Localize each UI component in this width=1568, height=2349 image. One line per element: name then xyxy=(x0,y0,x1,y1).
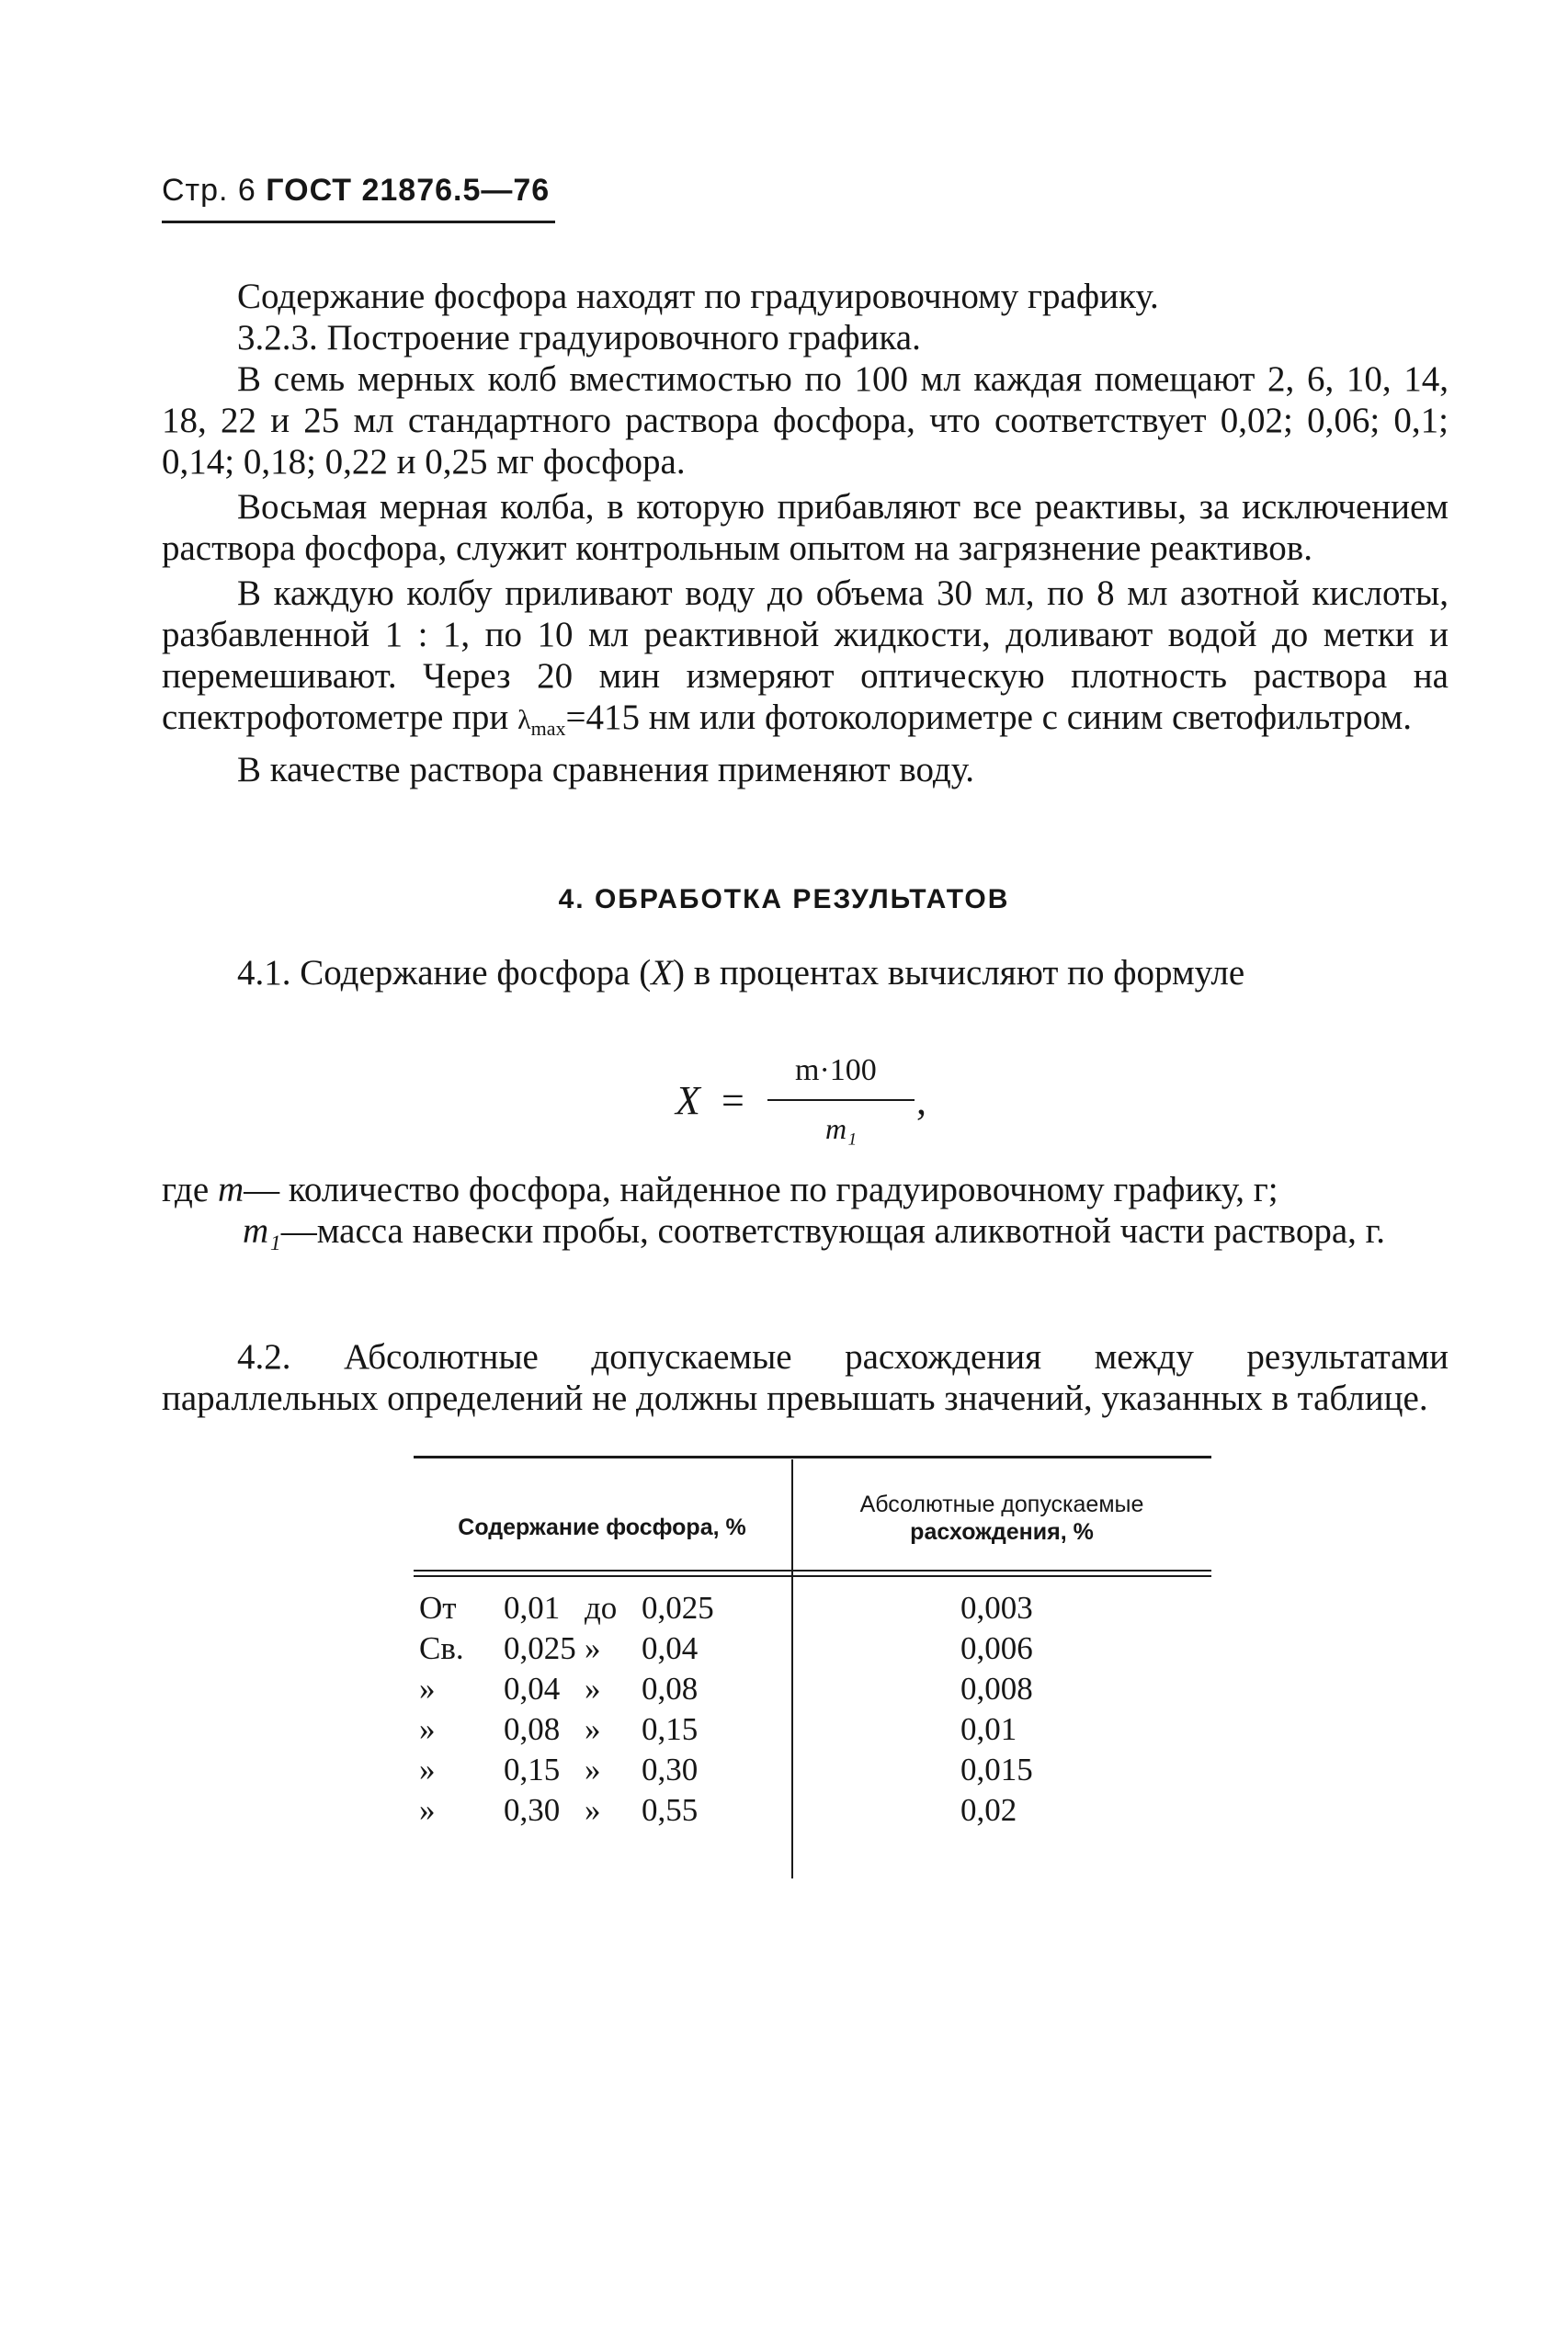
formula-denominator: m₁ xyxy=(825,1112,858,1145)
header-rule xyxy=(162,221,555,223)
range-prefix: » xyxy=(419,1752,436,1787)
column-header-tolerance xyxy=(792,1491,1211,1546)
range-prefix: Св. xyxy=(419,1630,464,1666)
tolerance-value: 0,008 xyxy=(960,1671,1033,1707)
table-row xyxy=(414,1630,1211,1671)
header-line: Абсолютные допускаемые xyxy=(859,1492,1144,1517)
range-from: 0,30 xyxy=(504,1792,561,1828)
lambda-symbol xyxy=(517,705,566,740)
range-to: 0,08 xyxy=(642,1671,699,1707)
range-prefix: » xyxy=(419,1711,436,1747)
range-to: 0,15 xyxy=(642,1711,699,1747)
range-to: 0,55 xyxy=(642,1792,699,1828)
definition-text: —масса навески пробы, соответствующая аликвотной части раствора, г. xyxy=(280,1211,1385,1251)
paragraph-text: ) в процентах вычисляют по формуле xyxy=(673,953,1245,993)
tolerance-value: 0,01 xyxy=(960,1711,1017,1747)
variable-definitions xyxy=(162,1169,1449,1252)
header-rule xyxy=(414,1570,1211,1572)
definition-text: — количество фосфора, найденное по градуировочному графику, г; xyxy=(244,1170,1278,1209)
tolerance-value: 0,015 xyxy=(960,1752,1033,1787)
fraction-bar xyxy=(767,1099,915,1101)
symbol-m1: m₁ xyxy=(243,1211,281,1251)
paragraph: Содержание фосфора находят по градуировочному графику. xyxy=(237,277,1159,316)
table-top-rule xyxy=(414,1456,1211,1458)
tolerance-table xyxy=(414,1456,1211,1878)
table-row xyxy=(414,1671,1211,1711)
section-4-2 xyxy=(162,1336,1449,1419)
lambda-subscript: max xyxy=(530,717,566,740)
range-connector: » xyxy=(585,1792,601,1828)
tolerance-value: 0,02 xyxy=(960,1792,1017,1828)
variable-x: X xyxy=(651,953,674,993)
range-prefix: » xyxy=(419,1671,436,1707)
range-from: 0,08 xyxy=(504,1711,561,1747)
lambda-letter: λ xyxy=(517,705,531,735)
range-connector: до xyxy=(585,1590,618,1626)
formula-equals: = xyxy=(722,1078,744,1123)
range-connector: » xyxy=(585,1671,601,1707)
definition-lead xyxy=(162,1169,244,1210)
range-prefix: От xyxy=(419,1590,457,1626)
definition-m1 xyxy=(162,1210,1449,1252)
range-from: 0,04 xyxy=(504,1671,561,1707)
table-row xyxy=(414,1590,1211,1630)
paragraph: 4.2. Абсолютные допускаемые расхождения между результатами параллельных определений не должны превышать значений, указанных в таблице. xyxy=(162,1337,1449,1418)
range-to: 0,025 xyxy=(642,1590,714,1626)
table-row xyxy=(414,1792,1211,1833)
table-row xyxy=(414,1711,1211,1752)
paragraph xyxy=(162,952,1449,993)
header-rule xyxy=(414,1575,1211,1577)
range-from: 0,025 xyxy=(504,1630,576,1666)
formula-numerator: m·100 xyxy=(795,1053,877,1087)
standard-code: ГОСТ 21876.5—76 xyxy=(266,173,551,208)
subsection-heading: 3.2.3. Построение градуировочного графика. xyxy=(237,318,921,357)
symbol-m: m xyxy=(217,1170,244,1209)
section-4-intro xyxy=(162,952,1449,993)
paragraph-text: В каждую колбу приливают воду до объема 30 мл, по 8 мл азотной кислоты, разбавленной 1 : 1, по 10 мл реактивной жидкости, доливают водой до метки и перемешивают. Через 20 мин измеряют оптическую плотность раствора на спектрофотометре при xyxy=(162,573,1449,737)
section-4-title: 4. ОБРАБОТКА РЕЗУЛЬТАТОВ xyxy=(558,884,1010,914)
range-connector: » xyxy=(585,1711,601,1747)
paragraph: Восьмая мерная колба, в которую прибавляют все реактивы, за исключением раствора фосфора, служит контрольным опытом на загрязнение реактивов. xyxy=(162,487,1449,568)
paragraph xyxy=(162,569,1449,749)
formula-lhs: X xyxy=(676,1078,700,1123)
formula-comma: , xyxy=(916,1078,926,1123)
range-from: 0,01 xyxy=(504,1590,561,1626)
paragraph: В семь мерных колб вместимостью по 100 мл каждая помещают 2, 6, 10, 14, 18, 22 и 25 мл стандартного раствора фосфора, что соответствует 0,02; 0,06; 0,1; 0,14; 0,18; 0,22 и 0,25 мг фосфора. xyxy=(162,359,1449,482)
range-to: 0,30 xyxy=(642,1752,699,1787)
range-to: 0,04 xyxy=(642,1630,699,1666)
section-3-text xyxy=(162,276,1449,790)
definition-m xyxy=(162,1169,1449,1210)
header-line: расхождения, % xyxy=(910,1519,1094,1545)
page-header xyxy=(162,173,550,209)
range-prefix: » xyxy=(419,1792,436,1828)
table-row xyxy=(414,1752,1211,1792)
tolerance-value: 0,006 xyxy=(960,1630,1033,1666)
definition-prefix: где xyxy=(162,1170,218,1209)
range-from: 0,15 xyxy=(504,1752,561,1787)
paragraph: В качестве раствора сравнения применяют воду. xyxy=(237,750,975,789)
tolerance-value: 0,003 xyxy=(960,1590,1033,1626)
range-connector: » xyxy=(585,1752,601,1787)
paragraph-text: =415 нм или фотоколориметре с синим светофильтром. xyxy=(565,698,1412,737)
range-connector: » xyxy=(585,1630,601,1666)
table-body xyxy=(414,1590,1211,1833)
formula xyxy=(676,1053,951,1176)
column-header-content: Содержание фосфора, % xyxy=(458,1515,746,1540)
paragraph-text: 4.1. Содержание фосфора ( xyxy=(237,953,652,993)
page-number: Стр. 6 xyxy=(162,173,256,208)
